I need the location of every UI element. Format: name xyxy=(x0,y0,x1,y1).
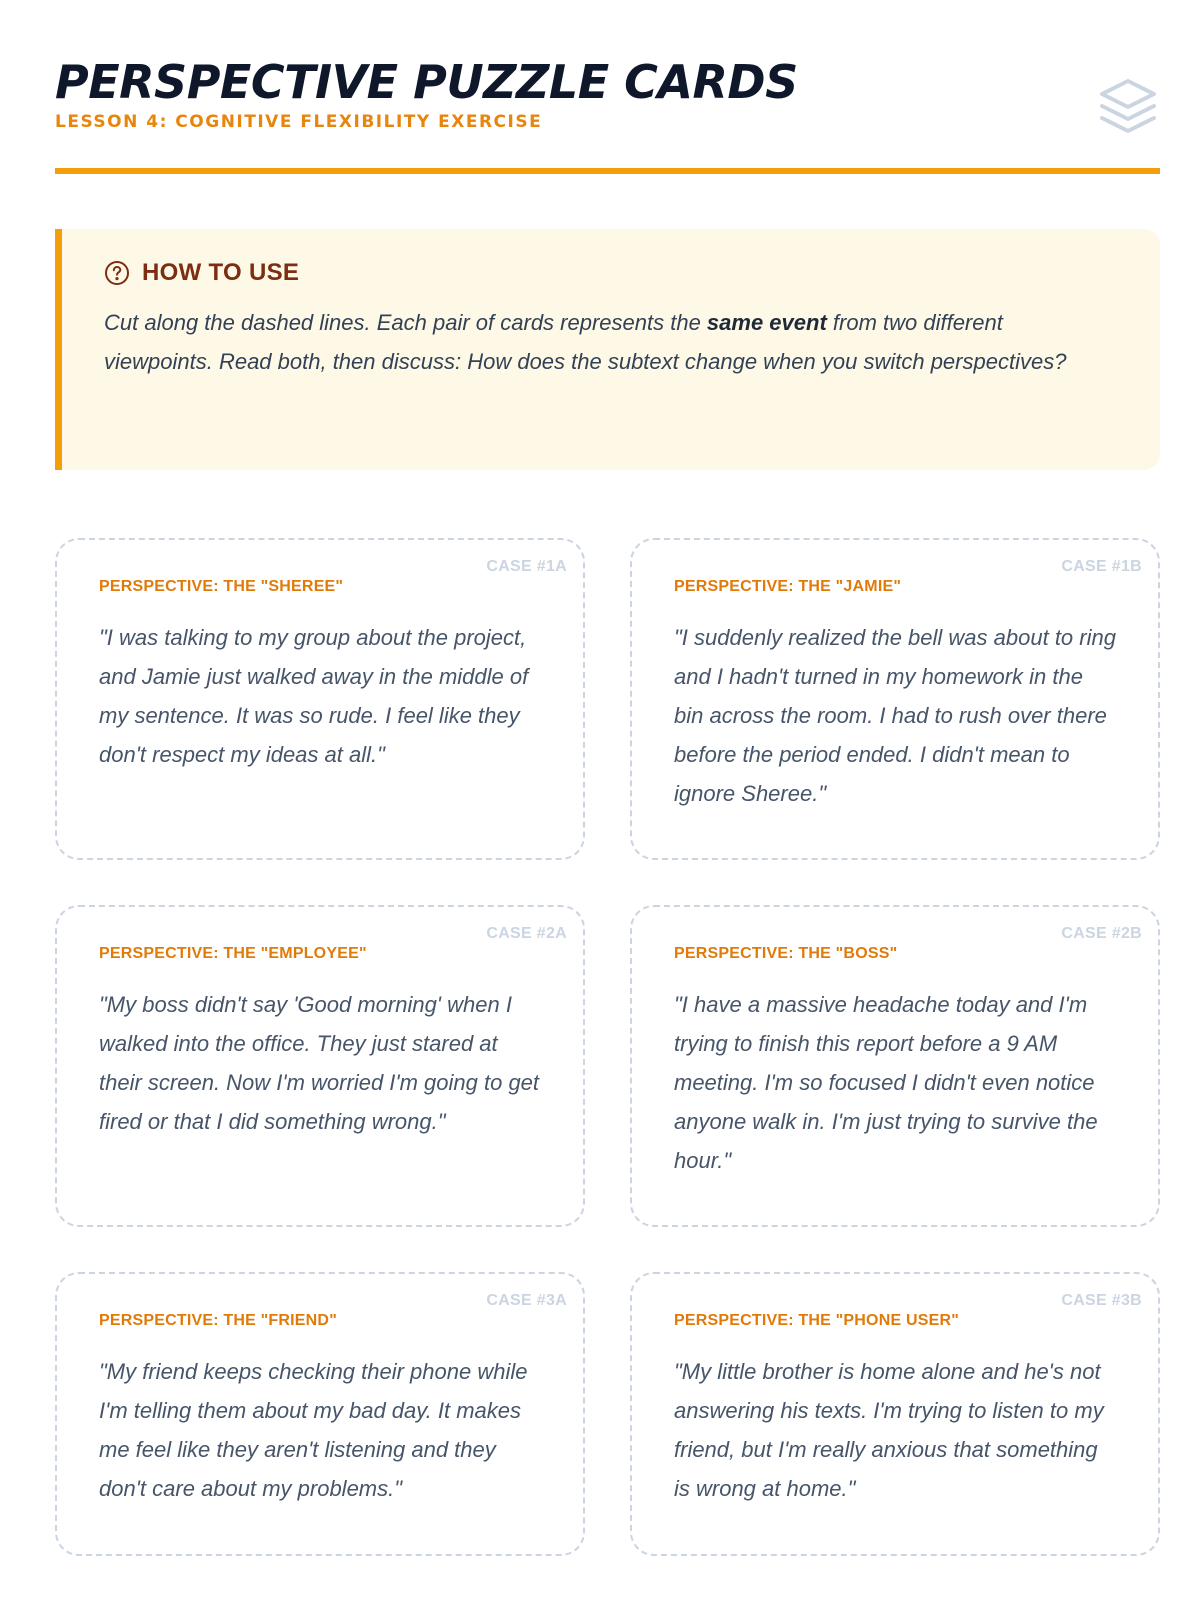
perspective-quote: "I have a massive headache today and I'm trying to finish this report before a 9 AM meeting. I'm so focused I didn't even notice anyone walk in. I'm just trying to survive the hour." xyxy=(674,992,1098,1173)
how-to-use-instructions xyxy=(104,303,1100,381)
perspective-label: PERSPECTIVE: THE "SHEREE" xyxy=(99,578,344,595)
case-label: CASE #2B xyxy=(1061,925,1142,942)
perspective-quote: "My little brother is home alone and he's not answering his texts. I'm trying to listen to my friend, but I'm really anxious that something is wrong at home." xyxy=(674,1359,1104,1501)
perspective-label: PERSPECTIVE: THE "PHONE USER" xyxy=(674,1312,960,1329)
perspective-label: PERSPECTIVE: THE "JAMIE" xyxy=(674,578,902,595)
puzzle-card xyxy=(55,1272,585,1556)
puzzle-card xyxy=(630,538,1160,860)
instructions-text-part: from two different viewpoints. Read both, then discuss: How does the subtext change when you switch perspectives? xyxy=(104,310,1067,374)
perspective-label: PERSPECTIVE: THE "FRIEND" xyxy=(99,1312,337,1329)
how-to-use-header xyxy=(104,259,1100,287)
perspective-quote: "I suddenly realized the bell was about to ring and I hadn't turned in my homework in the bin across the room. I had to rush over there before the period ended. I didn't mean to ignore Sheree." xyxy=(674,625,1116,806)
case-label: CASE #1A xyxy=(486,558,567,575)
puzzle-card xyxy=(55,905,585,1227)
how-to-use-title: HOW TO USE xyxy=(142,259,300,286)
instructions-text-part: Cut along the dashed lines. Each pair of cards represents the xyxy=(104,310,707,335)
instructions-emphasis: same event xyxy=(706,310,827,335)
perspective-label: PERSPECTIVE: THE "BOSS" xyxy=(674,945,898,962)
perspective-label: PERSPECTIVE: THE "EMPLOYEE" xyxy=(99,945,367,962)
perspective-quote: "My boss didn't say 'Good morning' when I walked into the office. They just stared at their screen. Now I'm worried I'm going to get fired or that I did something wrong." xyxy=(99,992,540,1134)
page-title: PERSPECTIVE PUZZLE CARDS xyxy=(55,55,798,109)
case-label: CASE #1B xyxy=(1061,558,1142,575)
puzzle-card xyxy=(630,1272,1160,1556)
how-to-use-box xyxy=(55,229,1160,470)
case-label: CASE #2A xyxy=(486,925,567,942)
puzzle-card xyxy=(55,538,585,860)
header-divider xyxy=(55,168,1160,174)
case-label: CASE #3B xyxy=(1061,1292,1142,1309)
page-subtitle: LESSON 4: COGNITIVE FLEXIBILITY EXERCISE xyxy=(55,112,543,132)
puzzle-card xyxy=(630,905,1160,1227)
case-label: CASE #3A xyxy=(486,1292,567,1309)
help-circle-icon xyxy=(104,260,130,286)
page-header xyxy=(55,54,1160,132)
perspective-quote: "My friend keeps checking their phone while I'm telling them about my bad day. It makes me feel like they aren't listening and they don't care about my problems." xyxy=(99,1359,528,1501)
layers-icon xyxy=(1096,75,1160,139)
perspective-quote: "I was talking to my group about the project, and Jamie just walked away in the middle of my sentence. It was so rude. I feel like they don't respect my ideas at all." xyxy=(99,625,529,767)
